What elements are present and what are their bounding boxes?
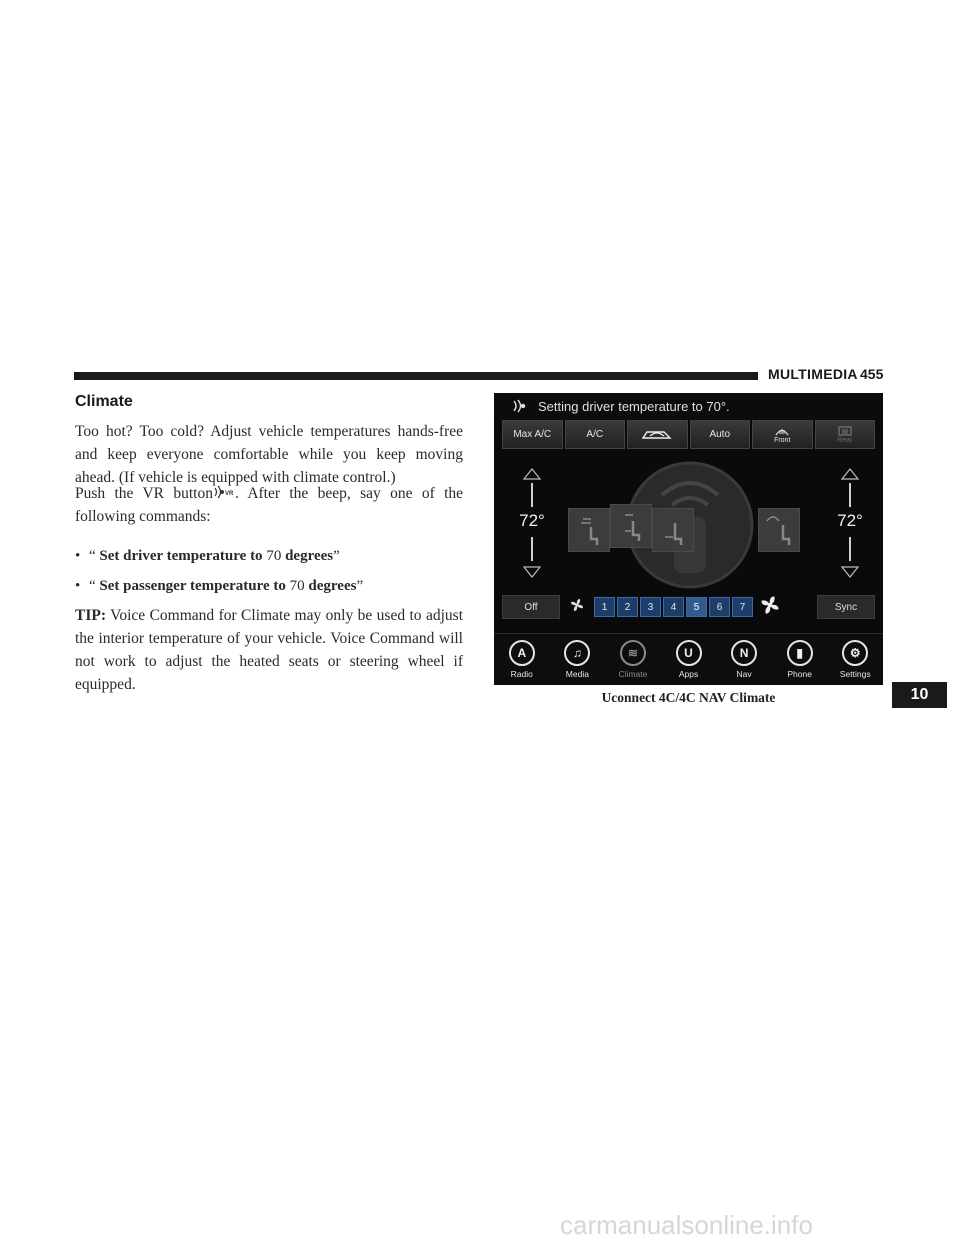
fan-high-icon <box>753 595 787 620</box>
voice-recognition-icon <box>512 399 532 413</box>
fan-speed-label: 2 <box>624 601 631 613</box>
nav-nav[interactable] <box>716 634 772 685</box>
command-value: 70 <box>285 578 309 594</box>
nav-label: Nav <box>736 669 752 679</box>
seat-defrost-floor-icon <box>759 509 799 551</box>
seat-bilevel-airflow-icon <box>611 505 651 547</box>
ac-label: A/C <box>586 429 604 440</box>
temp-bar-bottom <box>849 537 851 561</box>
header-rule <box>74 372 758 380</box>
tip-text: Voice Command for Climate may only be used to adjust the interior temperature of your vehicle. Voice Command will not work to adjust the heated seats or steering wheel if equipped. <box>75 607 463 693</box>
compass-icon: N <box>731 640 757 666</box>
vr-status-bar <box>494 393 883 419</box>
quote-close: ” <box>333 548 340 564</box>
command-list <box>75 541 463 601</box>
climate-icon: ≋ <box>620 640 646 666</box>
fan-speed-label: 7 <box>739 601 746 613</box>
bullet-icon: • <box>75 578 81 594</box>
nav-label: Phone <box>787 669 812 679</box>
climate-top-controls <box>502 420 875 449</box>
bottom-nav-bar <box>494 633 883 685</box>
sync-button[interactable] <box>817 595 875 619</box>
fan-speed-6-button[interactable] <box>709 597 730 617</box>
list-item <box>75 541 463 571</box>
max-ac-label: Max A/C <box>513 429 552 440</box>
fan-speed-2-button[interactable] <box>617 597 638 617</box>
nav-label: Radio <box>510 669 533 679</box>
section-heading: Climate <box>75 393 133 410</box>
temp-bar-bottom <box>531 537 533 561</box>
front-defrost-icon <box>775 426 789 436</box>
command-value: 70 <box>262 548 286 564</box>
nav-label: Settings <box>839 669 871 679</box>
fan-off-label: Off <box>524 601 538 613</box>
rear-defrost-label: Rear <box>837 436 853 444</box>
temp-bar-top <box>849 483 851 507</box>
nav-apps[interactable] <box>661 634 717 685</box>
svg-text:VR: VR <box>224 491 234 497</box>
nav-phone[interactable] <box>772 634 828 685</box>
front-defrost-button[interactable] <box>752 420 813 449</box>
temp-up-arrow-icon[interactable] <box>522 467 542 481</box>
temp-bar-top <box>531 483 533 507</box>
bullet-icon: • <box>75 548 81 564</box>
fan-speed-selector <box>594 597 753 617</box>
command-unit: degrees <box>285 548 334 564</box>
airflow-floor-button[interactable] <box>652 508 694 552</box>
uconnect-climate-screen <box>494 393 883 685</box>
recirculation-car-icon <box>640 428 674 442</box>
fan-off-button[interactable] <box>502 595 560 619</box>
vr-instruction-text-before: Push the VR button <box>75 485 213 502</box>
airflow-mode-buttons <box>568 504 812 550</box>
passenger-temp-value: 72° <box>837 511 863 530</box>
fan-speed-3-button[interactable] <box>640 597 661 617</box>
temp-up-arrow-icon[interactable] <box>840 467 860 481</box>
command-unit: degrees <box>308 578 357 594</box>
nav-label: Media <box>565 669 589 679</box>
voice-recognition-icon <box>213 485 235 499</box>
vr-instruction-text-after: . After the beep, say one of the following commands: <box>75 485 464 525</box>
auto-label: Auto <box>709 429 731 440</box>
ac-button[interactable] <box>565 420 626 449</box>
figure-caption: Uconnect 4C/4C NAV Climate <box>601 690 776 705</box>
front-defrost-label: Front <box>774 436 791 444</box>
sync-label: Sync <box>834 601 858 613</box>
nav-label: Climate <box>618 669 648 679</box>
media-icon: ♫ <box>564 640 590 666</box>
fan-low-icon <box>560 598 594 617</box>
seat-floor-airflow-icon <box>653 509 693 551</box>
quote-open: “ <box>89 578 100 594</box>
airflow-bilevel-button[interactable] <box>610 504 652 548</box>
section-label: MULTIMEDIA <box>768 366 858 382</box>
passenger-temp-control <box>830 463 870 581</box>
watermark: carmanualsonline.info <box>560 1210 813 1240</box>
auto-button[interactable] <box>690 420 751 449</box>
fan-speed-row <box>502 595 875 619</box>
max-ac-button[interactable] <box>502 420 563 449</box>
quote-open: “ <box>89 548 100 564</box>
fan-speed-label: 3 <box>647 601 654 613</box>
fan-speed-label: 4 <box>670 601 677 613</box>
nav-settings[interactable] <box>827 634 883 685</box>
fan-speed-label: 5 <box>693 601 700 613</box>
command-text: Set driver temperature to <box>99 548 263 564</box>
fan-speed-7-button[interactable] <box>732 597 753 617</box>
vr-status-text: Setting driver temperature to 70°. <box>538 399 730 414</box>
airflow-defrost-floor-button[interactable] <box>758 508 800 552</box>
intro-paragraph: Too hot? Too cold? Adjust vehicle temperatures hands-free and keep everyone comfortable while you keep moving ahead. (If vehicle is equipped with climate control.) <box>75 423 463 486</box>
list-item <box>75 571 463 601</box>
fan-speed-label: 6 <box>716 601 723 613</box>
temp-down-arrow-icon[interactable] <box>522 565 542 579</box>
tip-label: TIP: <box>75 607 106 624</box>
command-text: Set passenger temperature to <box>99 578 286 594</box>
nav-media[interactable] <box>550 634 606 685</box>
nav-label: Apps <box>678 669 699 679</box>
driver-temp-control <box>512 463 552 581</box>
vr-instruction-paragraph <box>75 482 463 528</box>
apps-icon: U <box>676 640 702 666</box>
fan-speed-1-button[interactable] <box>594 597 615 617</box>
chapter-tab: 10 <box>892 682 947 708</box>
page-number: 455 <box>860 366 884 382</box>
fan-speed-5-button[interactable] <box>686 597 707 617</box>
fan-speed-4-button[interactable] <box>663 597 684 617</box>
radio-icon: A <box>509 640 535 666</box>
tip-paragraph <box>75 604 463 696</box>
recirculation-button[interactable] <box>627 420 688 449</box>
nav-climate[interactable] <box>605 634 661 685</box>
quote-close: ” <box>356 578 364 594</box>
fan-speed-label: 1 <box>601 601 608 613</box>
nav-radio[interactable] <box>494 634 550 685</box>
rear-defrost-button[interactable] <box>815 420 876 449</box>
driver-temp-value: 72° <box>519 511 545 530</box>
phone-signal-icon: ▮ <box>787 640 813 666</box>
seat-panel-airflow-icon <box>569 509 609 551</box>
airflow-panel-button[interactable] <box>568 508 610 552</box>
rear-defrost-icon <box>838 426 852 436</box>
gear-icon: ⚙ <box>842 640 868 666</box>
temp-down-arrow-icon[interactable] <box>840 565 860 579</box>
